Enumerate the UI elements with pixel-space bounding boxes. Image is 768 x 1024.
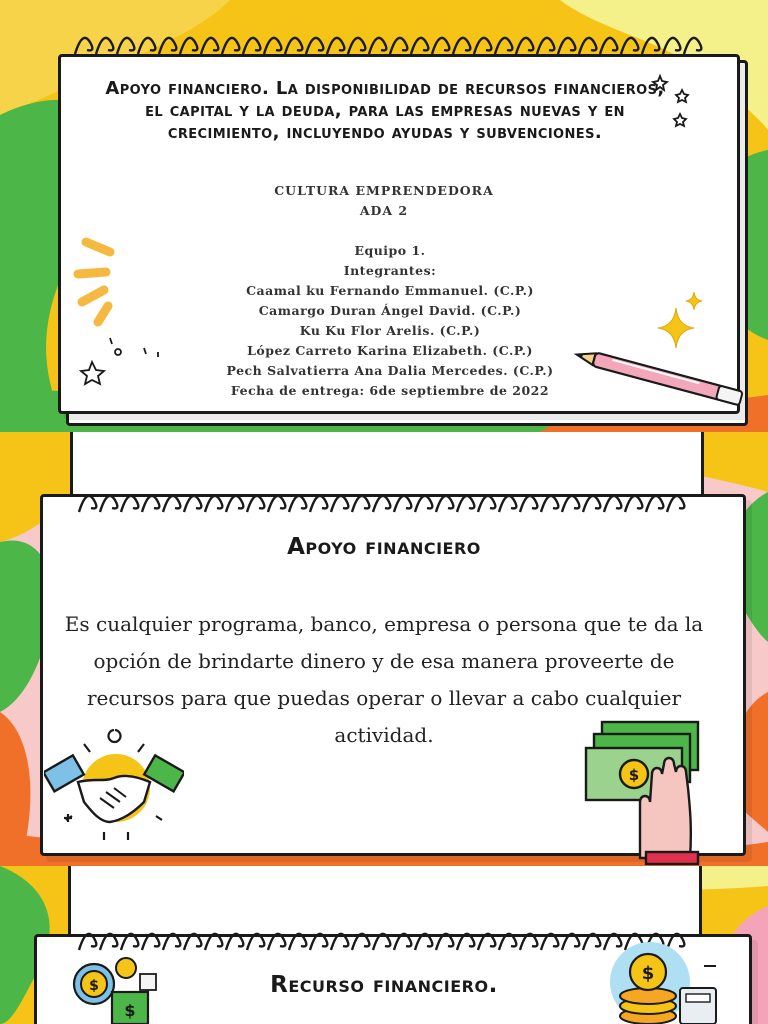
slide-title (0, 0, 768, 432)
section-heading: Recurso financiero. (270, 972, 498, 998)
notebook-spiral (74, 484, 714, 518)
subject-label: CULTURA EMPRENDEDORA (274, 183, 494, 198)
sun-rays-icon (68, 230, 128, 330)
slide-recurso (0, 866, 768, 1024)
doodle-star-icon (78, 330, 168, 390)
gears-money-icon (60, 950, 160, 1024)
team-line: López Carreto Karina Elizabeth. (C.P.) (247, 343, 533, 358)
team-line: Pech Salvatierra Ana Dalia Mercedes. (C.P.) (226, 363, 554, 378)
section-heading: Apoyo financiero (287, 534, 481, 560)
star-doodle-icon (648, 72, 698, 132)
team-line: Caamal ku Fernando Emmanuel. (C.P.) (246, 283, 534, 298)
team-line: Ku Ku Flor Arelis. (C.P.) (299, 323, 481, 338)
svg-text:$: $ (628, 766, 640, 784)
notebook-spiral (70, 26, 710, 66)
team-line: Fecha de entrega: 6de septiembre de 2022 (230, 383, 550, 398)
team-line: Equipo 1. (354, 243, 426, 258)
pencil-icon (572, 348, 768, 408)
coins-calculator-icon (604, 942, 724, 1024)
svg-text:$: $ (89, 978, 99, 994)
definition-text: Es cualquier programa, banco, empresa o persona que te da la opción de brindarte dinero y de esa manera proveerte de recursos para que puedas operar o llevar a cabo cualquier actividad. (64, 612, 704, 747)
svg-text:$: $ (641, 963, 655, 984)
slide-title-text: Apoyo financiero. La disponibilidad de recursos financieros, el capital y la deuda, para las empresas nuevas y en crecimiento, incluyendo ayudas y subvenciones. (105, 78, 665, 143)
ada-label: ADA 2 (359, 203, 409, 218)
sparkle-icon (656, 290, 706, 350)
svg-text:$: $ (124, 1001, 136, 1020)
handshake-icon (44, 722, 184, 852)
team-list (150, 241, 630, 401)
money-hand-icon (584, 718, 708, 866)
team-line: Integrantes: (343, 263, 437, 278)
slide-apoyo (0, 432, 768, 866)
team-line: Camargo Duran Ángel David. (C.P.) (258, 303, 522, 318)
